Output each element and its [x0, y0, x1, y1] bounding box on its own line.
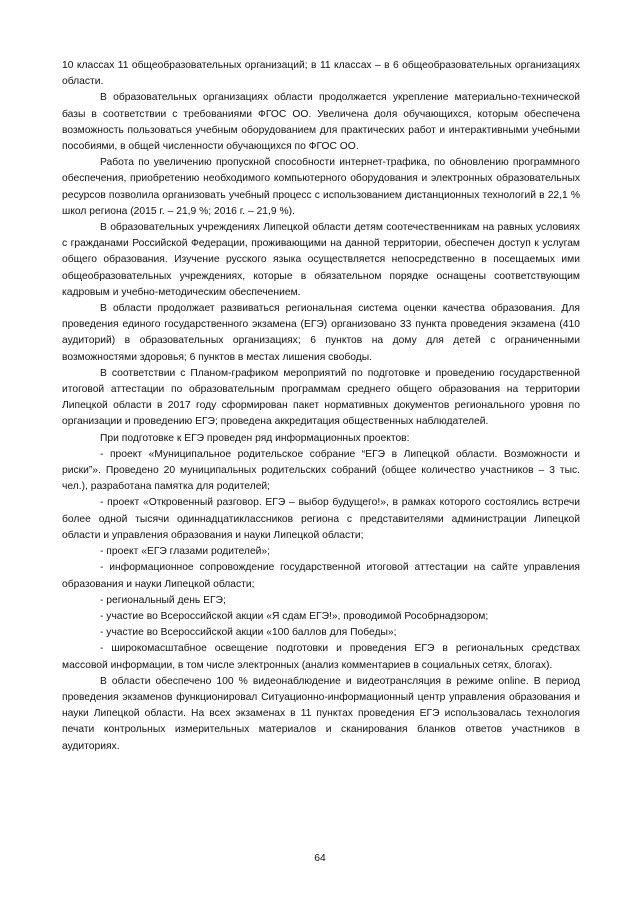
page-number: 64: [314, 853, 326, 864]
list-item: - проект «Муниципальное родительское собрание “ЕГЭ в Липецкой области. Возможности и риски”». Проведено 20 муниципальных родительских собраний (общее количество участников – 3 тыс. чел.), разработана памятка для родителей;: [62, 448, 580, 493]
list-item: - региональный день ЕГЭ;: [100, 594, 226, 606]
paragraph: В области обеспечено 100 % видеонаблюдение и видеотрансляция в режиме online. В период проведения экзаменов функционировал Ситуационно-информационный центр управления образования и науки Липецкой области. На всех экзаменах в 11 пунктах проведения ЕГЭ использовалась технология печати контрольных измерительных материалов и сканирования бланков ответов участников в аудиториях.: [62, 675, 580, 752]
paragraph: При подготовке к ЕГЭ проведен ряд информационных проектов:: [100, 432, 410, 444]
paragraph: 10 классах 11 общеобразовательных организаций; в 11 классах – в 6 общеобразовательных организациях области.: [62, 60, 580, 88]
paragraph: В соответствии с Планом-графиком мероприятий по подготовке и проведению государственной итоговой аттестации по образовательным программам среднего общего образования на территории Липецкой области в 2017 году сформирован пакет нормативных документов регионального уровня по организации и проведению ЕГЭ; проведена аккредитация общественных наблюдателей.: [62, 367, 580, 428]
list-item: - широкомасштабное освещение подготовки и проведения ЕГЭ в региональных средствах массовой информации, в том числе электронных (анализ комментариев в социальных сетях, блогах).: [62, 643, 580, 671]
paragraph: Работа по увеличению пропускной способности интернет-трафика, по обновлению программного обеспечения, приобретению необходимого компьютерного оборудования и электронных образовательных ресурсов позволила организовать учебный процесс с использованием дистанционных технологий в 22,1 % школ региона (2015 г. – 21,9 %; 2016 г. – 21,9 %).: [62, 157, 580, 217]
list-item: - информационное сопровождение государственной итоговой аттестации на сайте управления образования и науки Липецкой области;: [62, 562, 580, 590]
paragraph: В области продолжает развиваться региональная система оценки качества образования. Для проведения единого государственного экзамена (ЕГЭ) организовано 33 пункта проведения экзамена (410 аудиторий) в образовательных организациях; 6 пунктов на дому для детей с ограниченными возможностями здоровья; 6 пунктов в местах лишения свободы.: [62, 303, 580, 363]
paragraph: В образовательных организациях области продолжается укрепление материально-технической базы в соответствии с требованиями ФГОС ОО. Увеличена доля обучающихся, которым обеспечена возможность пользоваться учебным оборудованием для практических работ и интерактивными учебными пособиями, в общей численности обучающихся по ФГОС ОО.: [62, 92, 580, 153]
list-item: - участие во Всероссийской акции «100 баллов для Победы»;: [100, 627, 397, 639]
list-item: - проект «ЕГЭ глазами родителей»;: [100, 546, 271, 558]
paragraph: В образовательных учреждениях Липецкой области детям соотечественникам на равных условиях с гражданами Российской Федерации, проживающими на данной территории, обеспечен доступ к услугам общего образования. Изучение русского языка осуществляется непосредственно в посещаемых ими общеобразовательных учреждениях, которые в обязательном порядке оснащены соответствующим кадровым и учебно-методическим обеспечением.: [62, 222, 580, 298]
list-item: - участие во Всероссийской акции «Я сдам ЕГЭ!», проводимой Рособрнадзором;: [100, 610, 489, 622]
body-text: [62, 58, 580, 755]
list-item: - проект «Откровенный разговор. ЕГЭ – выбор будущего!», в рамках которого состоялись встречи более одной тысячи одиннадцатиклассников региона с представителями администрации Липецкой области и управления образования и науки Липецкой области;: [62, 497, 580, 541]
